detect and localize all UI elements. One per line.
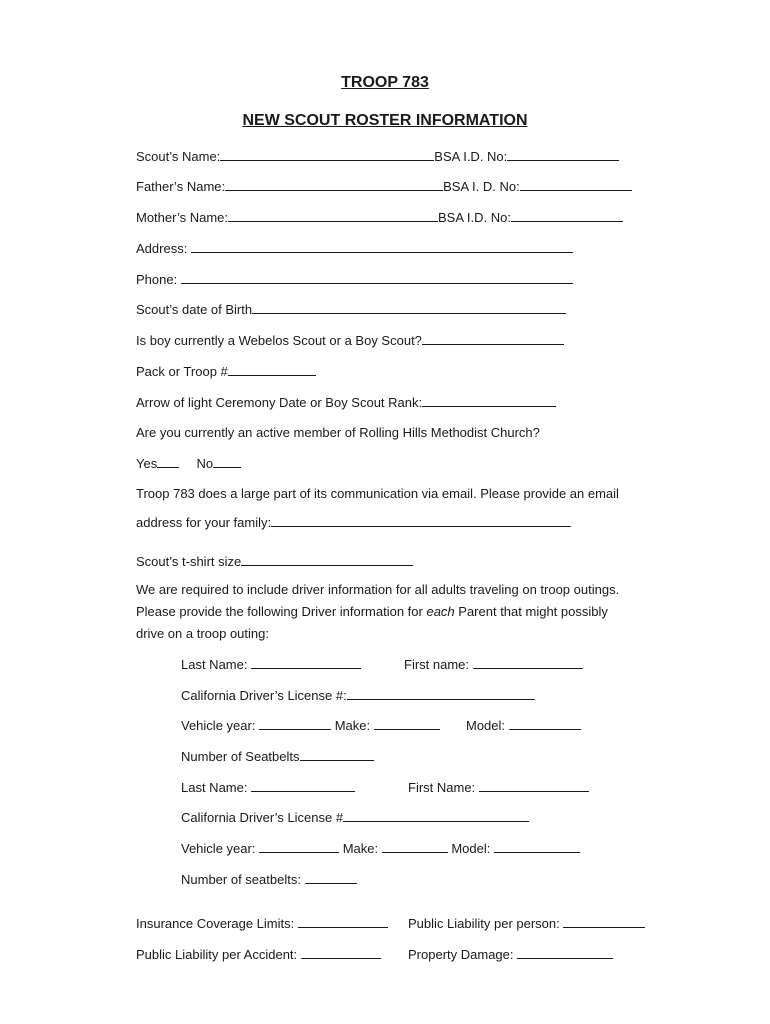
driver1-make-label: Make: [334,718,371,733]
driver2-last-name-row [181,779,355,796]
driver1-first-name-row [404,656,583,673]
scout-bsa-id-field[interactable] [507,148,619,161]
liability-per-accident-field[interactable] [301,946,381,959]
driver-intro-line-3: drive on a troop outing: [136,626,269,641]
church-question: Are you currently an active member of Rolling Hills Methodist Church? [136,425,540,440]
email-row [136,514,571,531]
mother-name-label: Mother’s Name: [136,210,228,225]
liability-per-person-label: Public Liability per person: [408,916,560,931]
yes-label: Yes [136,456,158,471]
driver2-seatbelts-field[interactable] [305,871,357,884]
phone-label: Phone: [136,272,178,287]
property-damage-field[interactable] [517,946,613,959]
driver2-first-name-label: First Name: [408,780,476,795]
driver1-make-field[interactable] [374,717,440,730]
driver2-license-label: California Driver’s License # [181,810,344,825]
phone-field[interactable] [181,271,573,284]
address-label: Address: [136,241,188,256]
address-row [136,240,573,257]
yes-field[interactable] [157,455,179,468]
liability-per-person-row [408,915,645,932]
driver2-vehicle-year-field[interactable] [259,840,339,853]
pack-troop-field[interactable] [228,363,316,376]
driver1-vehicle-year-field[interactable] [259,717,331,730]
arrow-label: Arrow of light Ceremony Date or Boy Scout Rank: [136,395,423,410]
property-damage-row [408,946,613,963]
driver1-model-row [466,717,581,734]
father-name-label: Father’s Name: [136,179,226,194]
liability-per-person-field[interactable] [563,915,645,928]
troop-title: TROOP 783 [341,74,429,91]
scout-name-label: Scout’s Name: [136,149,221,164]
driver2-make-field[interactable] [382,840,448,853]
mother-bsa-id-label: BSA I.D. No: [438,210,511,225]
scout-name-row [136,148,619,165]
tshirt-field[interactable] [241,553,413,566]
driver2-license-row [181,809,529,826]
liability-per-accident-row [136,946,381,963]
driver1-vehicle-year-label: Vehicle year: [181,718,256,733]
arrow-field[interactable] [422,394,556,407]
driver2-license-field[interactable] [343,809,529,822]
email-label: address for your family: [136,515,272,530]
driver1-last-name-label: Last Name: [181,657,248,672]
mother-bsa-id-field[interactable] [511,209,623,222]
driver2-seatbelts-label: Number of seatbelts: [181,872,301,887]
driver2-first-name-field[interactable] [479,779,589,792]
driver1-seatbelts-label: Number of Seatbelts [181,749,300,764]
driver2-make-label: Make: [342,841,379,856]
no-label: No [196,456,214,471]
driver-intro-line-1: We are required to include driver information for all adults traveling on troop outings. [136,582,620,597]
mother-name-row [136,209,623,226]
driver-intro-line-2: Please provide the following Driver information for each Parent that might possibly [136,604,608,619]
driver1-model-field[interactable] [509,717,581,730]
email-field[interactable] [271,514,571,527]
driver1-first-name-field[interactable] [473,656,583,669]
driver1-first-name-label: First name: [404,657,470,672]
driver1-license-label: California Driver’s License #: [181,688,347,703]
mother-name-field[interactable] [228,209,438,222]
driver2-model-field[interactable] [494,840,580,853]
webelos-row [136,332,564,349]
driver1-model-label: Model: [466,718,506,733]
driver1-vehicle-row [181,717,440,734]
insurance-coverage-label: Insurance Coverage Limits: [136,916,295,931]
form-title: NEW SCOUT ROSTER INFORMATION [242,112,528,129]
bsa-id-label: BSA I.D. No: [434,149,508,164]
driver1-license-row [181,687,535,704]
webelos-label: Is boy currently a Webelos Scout or a Boy Scout? [136,333,422,348]
driver1-license-field[interactable] [347,687,535,700]
father-bsa-id-field[interactable] [520,178,632,191]
liability-per-accident-label: Public Liability per Accident: [136,947,298,962]
driver2-last-name-field[interactable] [251,779,355,792]
father-name-row [136,178,632,195]
insurance-coverage-row [136,915,388,932]
webelos-field[interactable] [422,332,564,345]
tshirt-row [136,553,413,570]
insurance-coverage-field[interactable] [298,915,388,928]
driver1-seatbelts-field[interactable] [300,748,374,761]
pack-troop-row [136,363,316,380]
arrow-row [136,394,556,411]
property-damage-label: Property Damage: [408,947,514,962]
driver2-seatbelts-row [181,871,357,888]
driver2-vehicle-row [181,840,580,857]
driver1-last-name-field[interactable] [251,656,361,669]
tshirt-label: Scout’s t-shirt size [136,554,242,569]
father-name-field[interactable] [225,178,443,191]
dob-row [136,301,566,318]
father-bsa-id-label: BSA I. D. No: [443,179,520,194]
email-intro: Troop 783 does a large part of its communication via email. Please provide an email [136,486,619,501]
dob-label: Scout’s date of Birth [136,302,253,317]
scout-name-field[interactable] [220,148,434,161]
phone-row [136,271,573,288]
church-answer-row [136,455,241,472]
driver1-seatbelts-row [181,748,374,765]
pack-troop-label: Pack or Troop # [136,364,228,379]
dob-field[interactable] [252,301,566,314]
driver1-last-name-row [181,656,361,673]
no-field[interactable] [213,455,241,468]
driver-intro [136,579,696,645]
address-field[interactable] [191,240,573,253]
driver2-vehicle-year-label: Vehicle year: [181,841,256,856]
driver2-model-label: Model: [451,841,491,856]
driver2-first-name-row [408,779,589,796]
driver2-last-name-label: Last Name: [181,780,248,795]
